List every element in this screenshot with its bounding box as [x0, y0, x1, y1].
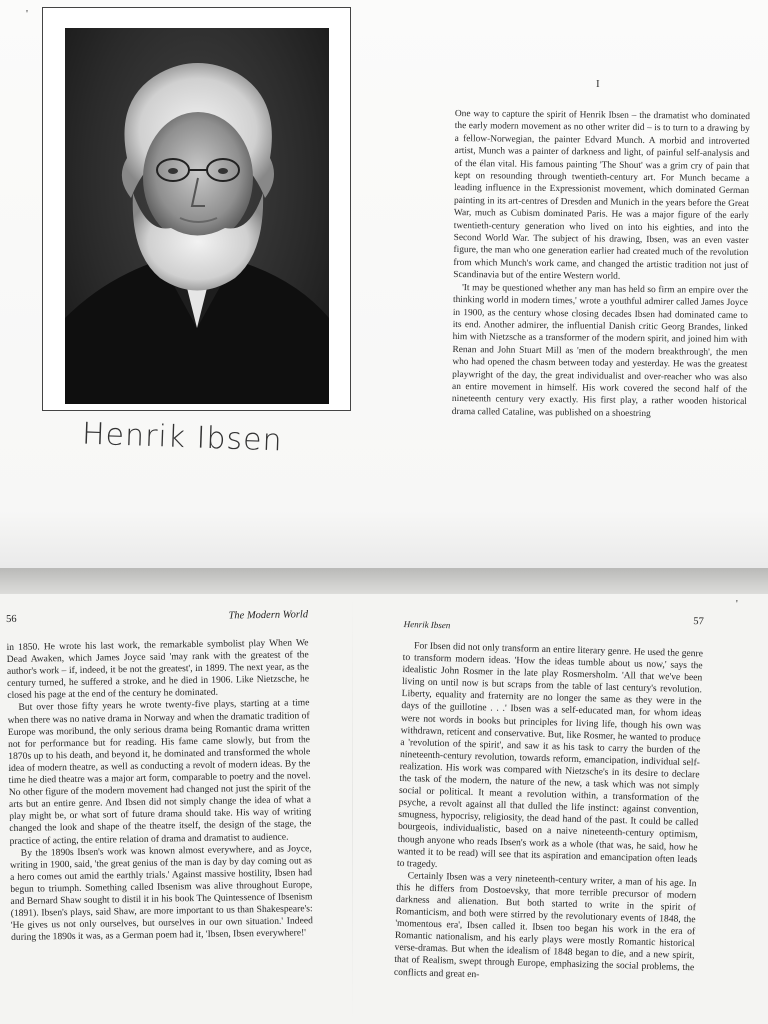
- handwritten-signature: Henrik Ibsen: [81, 416, 284, 459]
- chapter-number: I: [596, 78, 600, 90]
- corner-mark: ': [736, 599, 738, 610]
- scan-gap: [0, 568, 768, 594]
- paragraph: One way to capture the spirit of Henrik Ibsen – the dramatist who dominated the early modern movement as no other writer did – is to turn to a drawing by a fellow-Norwegian, the painter Edvard Munch. A morbid and introverted artist, Munch was a painter of darkness and light, of painful self-analysis and of the élan vital. His famous painting 'The Shout' was a grim cry of pain that kept on resounding through twentieth-century art. For Munch became a leading influence in the Expressionist movement, which dominated German painting in its art-centres of Dresden and Munich in the years before the Great War, much as Cubism dominated Paris. He was a major figure of the early twentieth-century generation who lived on into his eighties, and into the Second World War. The subject of his drawing, Ibsen, was an even vaster figure, the man who one generation earlier had created much of the revolution from which Munch's work came, and changed the artistic tradition not just of Scandinavia but of the entire Western world.: [453, 108, 750, 283]
- paragraph: 'It may be questioned whether any man has held so firm an empire over the thinking world in modern times,' wrote a youthful admirer called James Joyce in 1900, as the century whose closing decades Ibsen had dominated came to its end. Another admirer, the influential Danish critic Georg Brandes, linked him with Nietzsche as a transformer of the modern spirit, and joined him with Renan and John Stuart Mill as 'men of the modern breakthrough', the men who had opened the chasm between today and yesterday. He was the greatest playwright of the day, the great individualist and over-reacher who was also an entire movement in himself. His work covered the second half of the nineteenth century very exactly. His first play, a rather wooden historical drama called Cataline, was published on a shoestring: [451, 282, 749, 419]
- running-head-title: The Modern World: [228, 609, 309, 622]
- paragraph: But over those fifty years he wrote twenty-five plays, starting at a time when there was no native drama in Norway and when the dramatic tradition of Europe was moribund, the only serious drama being Romantic drama written not for performance but for reading. His fame came slowly, but from the 1870s up to his death, and beyond it, he dominated and transformed the whole idea of modern theatre, as well as conducting a revolt of modern ideas. By the time he died theatre was a major art form, comparable to poetry and the novel. No other figure of the modern movement had changed not just the spirit of the arts but an entire genre. And Ibsen did not simply change the idea of what a play might be, or what sort of future drama should take. His way of writing changed the look and shape of the theatre itself, the design of the stage, the practice of acting, the entire relation of drama and dramatist to audience.: [7, 697, 312, 847]
- portrait-illustration: [65, 28, 329, 404]
- running-head-title: Henrik Ibsen: [403, 618, 451, 631]
- running-head: [6, 609, 308, 642]
- paragraph: For Ibsen did not only transform an entire literary genre. He used the genre to transform modern ideas. 'How the ideas tumble about us now,' says the idealistic John Rosmer in the late play Rosmersholm. 'All that we've been living on until now is but scraps from the table of last century's revolution. Liberty, equality and fraternity are no longer the same as they were in the days of the guillotine . . .' Ibsen was a self-educated man, for whom ideas were not words in books but principles for living life, though his own was withdrawn, reticent and conservative. But, like Rosmer, he wanted to produce a 'revolution of the spirit', and saw it as his task to carry the burden of the nineteenth-century revolution, towards reform, emancipation, individual self-realization. His work was compared with Nietzsche's in its desire to declare the task of the modern, the nature of the new, a task which was not simply social or political. It meant a revolution within, a transformation of the psyche, a revolt against all that dulled the life instinct: against convention, smugness, hypocrisy, religiosity, the dead hand of the past. It could be called bourgeois, individualistic, based on a naive nineteenth-century optimism, though anyone who reads Ibsen's work as a whole (that was, he said, how he wanted it to be read) will see that its aspiration and emancipation often leads to tragedy.: [396, 640, 704, 870]
- page-number: 56: [6, 613, 17, 625]
- page-number: 57: [693, 616, 704, 628]
- portrait-photo-frame: [42, 7, 351, 411]
- portrait-photo: [65, 28, 329, 404]
- paragraph: By the 1890s Ibsen's work was known almost everywhere, and as Joyce, writing in 1900, said, 'the great genius of the man is day by day coming out as a hero comes out amid the earthly trials.' Against massive hostility, Ibsen had begun to triumph. Something called Ibsenism was alive throughout Europe, and Bernard Shaw sought to distil it in his book The Quintessence of Ibsenism (1891). Ibsen's plays, said Shaw, are more important to us than Shakespeare's: 'He gives us not only ourselves, but ourselves in our own situation.' Indeed during the 1890s it was, as a German poem had it, 'Ibsen, Ibsen everywhere!': [9, 842, 313, 944]
- corner-mark: ': [26, 8, 28, 20]
- right-page: [394, 612, 704, 987]
- lower-page-scan: [0, 594, 768, 1024]
- page-divider: [352, 594, 353, 1024]
- left-page: [6, 609, 313, 944]
- paragraph: Certainly Ibsen was a very nineteenth-century writer, a man of his age. In this he differs from Dostoevsky, that more terrible precursor of modern darkness and alienation. But both started to write in the spirit of Romanticism, and both were stirred by the revolutionary events of 1848, the 'momentous era', Ibsen called it. Ibsen too began his work in the era of Romantic nationalism, and his early plays were mostly Romantic historical verse-dramas. But when the idealism of 1848 began to die, and a new spirit, that of Realism, swept through Europe, emphasizing the social problems, the conflicts and great en-: [393, 869, 697, 980]
- chapter-opening-text: [452, 108, 750, 421]
- paragraph: in 1850. He wrote his last work, the remarkable symbolist play When We Dead Awaken, which James Joyce said 'may rank with the greatest of the author's work – if, indeed, it be not the greatest', in 1899. The next year, as the century turned, he suffered a stroke, and he died in 1906. Like Nietzsche, he closed his page at the end of the century he dominated.: [6, 637, 310, 702]
